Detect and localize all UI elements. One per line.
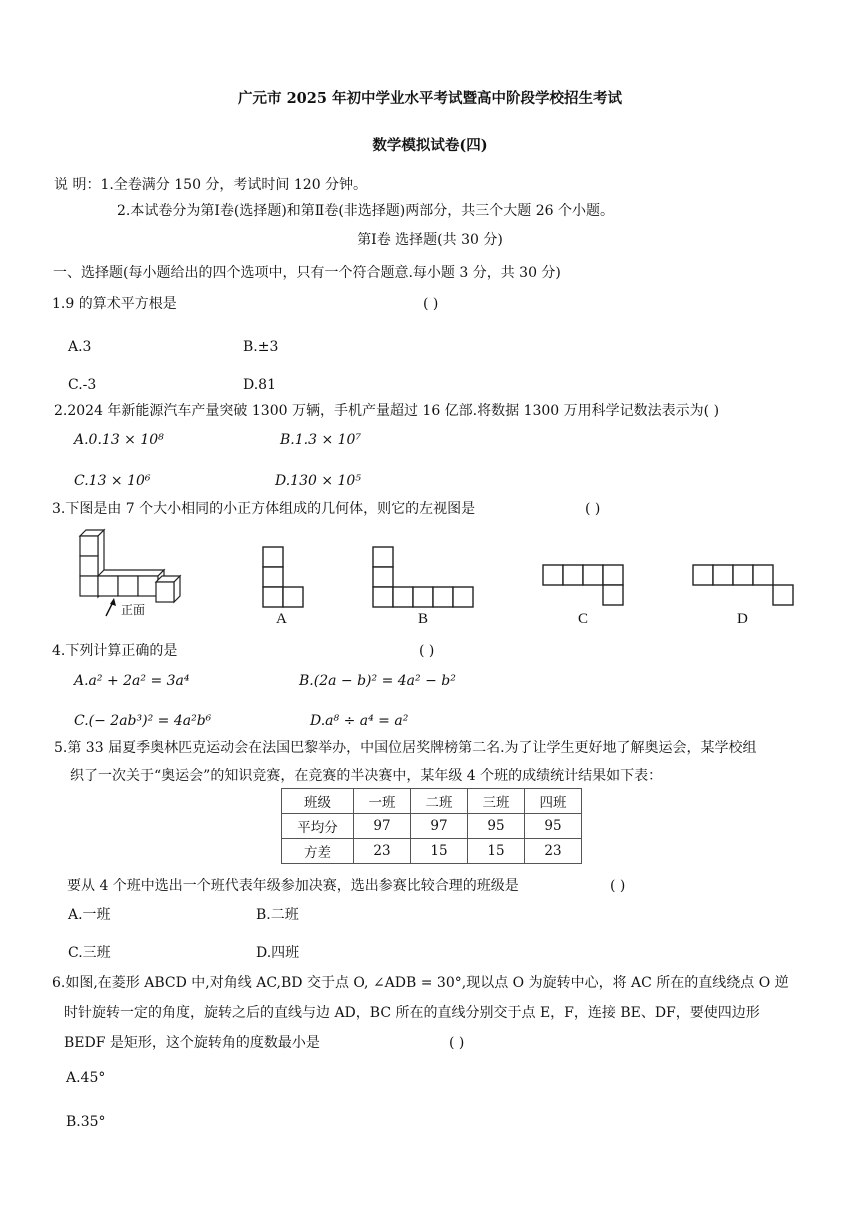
table-cell: 95 bbox=[468, 814, 525, 839]
front-label: 正面 bbox=[121, 603, 146, 617]
q3-bracket: ( ) bbox=[585, 501, 601, 517]
q6-option-b: B.35° bbox=[66, 1114, 106, 1130]
q1-stem: 1.9 的算术平方根是 bbox=[52, 296, 177, 312]
table-cell: 97 bbox=[411, 814, 468, 839]
exam-title: 广元市 2025 年初中学业水平考试暨高中阶段学校招生考试 bbox=[238, 90, 622, 107]
exam-subtitle: 数学模拟试卷(四) bbox=[372, 137, 488, 154]
table-cell: 平均分 bbox=[282, 814, 354, 839]
table-cell: 23 bbox=[525, 839, 582, 864]
q3-label-c: C bbox=[578, 611, 589, 627]
q5-bracket: ( ) bbox=[610, 878, 626, 894]
q5-stem-line-1: 5.第 33 届夏季奥林匹克运动会在法国巴黎举办，中国位居奖牌榜第二名.为了让学生更好地了解奥运会，某学校组 bbox=[54, 740, 757, 756]
q4-option-c: C.(− 2ab³)² = 4a²b⁶ bbox=[74, 713, 212, 729]
q1-option-d: D.81 bbox=[243, 377, 276, 393]
table-cell: 15 bbox=[411, 839, 468, 864]
q5-option-b: B.二班 bbox=[256, 907, 299, 923]
q3-label-d: D bbox=[737, 611, 748, 627]
q5-option-d: D.四班 bbox=[256, 945, 300, 961]
table-row bbox=[282, 814, 582, 839]
table-header-cell: 二班 bbox=[411, 789, 468, 814]
q3-label-b: B bbox=[418, 611, 429, 627]
q6-stem-line-3: BEDF 是矩形，这个旋转角的度数最小是 bbox=[64, 1035, 320, 1051]
q5-option-a: A.一班 bbox=[68, 907, 111, 923]
table-cell: 15 bbox=[468, 839, 525, 864]
table-header-row bbox=[282, 789, 582, 814]
table-header-cell: 一班 bbox=[354, 789, 411, 814]
q1-option-a: A.3 bbox=[68, 339, 92, 355]
q5-stem-line-2: 织了一次关于“奥运会”的知识竞赛，在竞赛的半决赛中，某年级 4 个班的成绩统计结果如下表： bbox=[70, 768, 663, 784]
table-cell: 方差 bbox=[282, 839, 354, 864]
q3-view-b bbox=[372, 546, 476, 608]
part-heading: 一、选择题(每小题给出的四个选项中，只有一个符合题意.每小题 3 分，共 30 分) bbox=[53, 265, 561, 281]
q4-bracket: ( ) bbox=[419, 643, 435, 659]
table-cell: 95 bbox=[525, 814, 582, 839]
q3-view-d bbox=[692, 564, 796, 608]
q3-view-a bbox=[262, 546, 306, 608]
q2-option-d: D.130 × 10⁵ bbox=[275, 473, 361, 489]
q3-stem: 3.下图是由 7 个大小相同的小正方体组成的几何体，则它的左视图是 bbox=[52, 501, 476, 517]
table-row bbox=[282, 839, 582, 864]
q6-stem-line-1: 6.如图,在菱形 ABCD 中,对角线 AC,BD 交于点 O, ∠ADB = 30°,现以点 O 为旋转中心，将 AC 所在的直线绕点 O 逆 bbox=[52, 975, 789, 991]
table-header-cell: 三班 bbox=[468, 789, 525, 814]
instructions-line-1: 说 明：1.全卷满分 150 分，考试时间 120 分钟。 bbox=[54, 177, 368, 193]
q5-question: 要从 4 个班中选出一个班代表年级参加决赛，选出参赛比较合理的班级是 bbox=[67, 878, 519, 894]
table-cell: 23 bbox=[354, 839, 411, 864]
q2-option-b: B.1.3 × 10⁷ bbox=[280, 432, 362, 448]
q3-view-c bbox=[542, 564, 626, 608]
q2-stem: 2.2024 年新能源汽车产量突破 1300 万辆，手机产量超过 16 亿部.将数据 1300 万用科学记数法表示为( ) bbox=[54, 403, 720, 419]
table-cell: 97 bbox=[354, 814, 411, 839]
q5-score-table bbox=[281, 788, 582, 864]
q6-option-a: A.45° bbox=[66, 1070, 106, 1086]
q6-stem-line-2: 时针旋转一定的角度，旋转之后的直线与边 AD，BC 所在的直线分别交于点 E，F，连接 BE、DF，要使四边形 bbox=[64, 1005, 760, 1021]
q4-option-a: A.a² + 2a² = 3a⁴ bbox=[74, 673, 190, 689]
q1-bracket: ( ) bbox=[423, 296, 439, 312]
q4-option-d: D.a⁸ ÷ a⁴ = a² bbox=[310, 713, 409, 729]
q1-option-b: B.±3 bbox=[243, 339, 279, 355]
q4-stem: 4.下列计算正确的是 bbox=[52, 643, 178, 659]
q1-option-c: C.-3 bbox=[68, 377, 97, 393]
q3-label-a: A bbox=[276, 611, 287, 627]
table-header-cell: 班级 bbox=[282, 789, 354, 814]
q4-option-b: B.(2a − b)² = 4a² − b² bbox=[299, 673, 456, 689]
q2-option-a: A.0.13 × 10⁸ bbox=[74, 432, 164, 448]
q6-bracket: ( ) bbox=[449, 1035, 465, 1051]
q5-option-c: C.三班 bbox=[68, 945, 111, 961]
instructions-line-2: 2.本试卷分为第Ⅰ卷(选择题)和第Ⅱ卷(非选择题)两部分，共三个大题 26 个小题。 bbox=[117, 203, 614, 219]
table-header-cell: 四班 bbox=[525, 789, 582, 814]
section-title: 第Ⅰ卷 选择题(共 30 分) bbox=[357, 232, 503, 248]
q2-option-c: C.13 × 10⁶ bbox=[74, 473, 151, 489]
